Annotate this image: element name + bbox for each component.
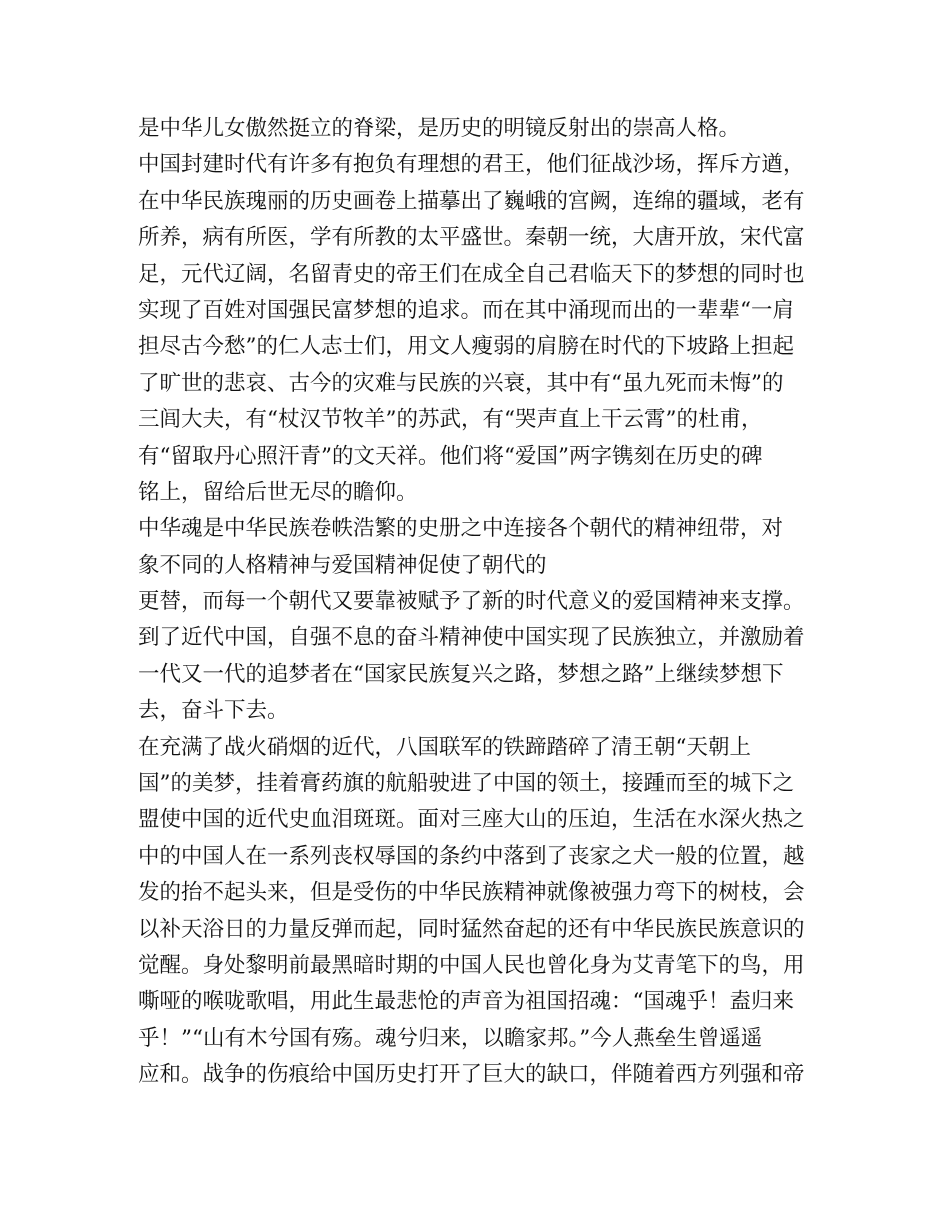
- text-line: 嘶哑的喉咙歌唱，用此生最悲怆的声音为祖国招魂：“国魂乎！盍归来: [138, 989, 794, 1015]
- text-line: 象不同的人格精神与爱国精神促使了朝代的: [138, 552, 547, 578]
- text-line: 一代又一代的追梦者在“国家民族复兴之路，梦想之路”上继续梦想下: [138, 661, 784, 687]
- text-line: 乎！”“山有木兮国有殇。魂兮归来，以瞻家邦。”今人燕垒生曾遥遥: [138, 1025, 763, 1051]
- text-line: 发的抬不起头来，但是受伤的中华民族精神就像被强力弯下的树枝，会: [138, 880, 805, 906]
- text-line: 所养，病有所医，学有所教的太平盛世。秦朝一统，大唐开放，宋代富: [138, 225, 805, 251]
- text-line: 铭上，留给后世无尽的瞻仰。: [138, 479, 418, 505]
- text-line: 了旷世的悲哀、古今的灾难与民族的兴衰，其中有“虽九死而未悔”的: [138, 370, 784, 396]
- text-line: 到了近代中国，自强不息的奋斗精神使中国实现了民族独立，并激励着: [138, 625, 805, 651]
- text-line: 有“留取丹心照汗青”的文天祥。他们将“爱国”两字镌刻在历史的碑: [138, 443, 763, 469]
- text-line: 国”的美梦，挂着膏药旗的航船驶进了中国的领土，接踵而至的城下之: [138, 771, 794, 797]
- text-line: 足，元代辽阔，名留青史的帝王们在成全自己君临天下的梦想的同时也: [138, 261, 805, 287]
- body-text: [138, 111, 828, 1094]
- text-line: 以补天浴日的力量反弹而起，同时猛然奋起的还有中华民族民族意识的: [138, 916, 805, 942]
- text-line: 去，奋斗下去。: [138, 698, 289, 724]
- text-line: 应和。战争的伤痕给中国历史打开了巨大的缺口，伴随着西方列强和帝: [138, 1062, 805, 1088]
- text-line: 中华魂是中华民族卷帙浩繁的史册之中连接各个朝代的精神纽带，对: [138, 516, 784, 542]
- text-line: 担尽古今愁”的仁人志士们，用文人瘦弱的肩膀在时代的下坡路上担起: [138, 334, 794, 360]
- text-line: 三闾大夫，有“杖汉节牧羊”的苏武，有“哭声直上干云霄”的杜甫，: [138, 407, 763, 433]
- text-line: 实现了百姓对国强民富梦想的追求。而在其中涌现而出的一辈辈“一肩: [138, 297, 794, 323]
- text-line: 盟使中国的近代史血泪斑斑。面对三座大山的压迫，生活在水深火热之: [138, 807, 805, 833]
- text-line: 在充满了战火硝烟的近代，八国联军的铁蹄踏碎了清王朝“天朝上: [138, 734, 751, 760]
- text-line: 是中华儿女傲然挺立的脊梁，是历史的明镜反射出的崇高人格。: [138, 116, 741, 141]
- text-line: 在中华民族瑰丽的历史画卷上描摹出了巍峨的宫阙，连绵的疆域，老有: [138, 188, 805, 214]
- text-line: 中国封建时代有许多有抱负有理想的君王，他们征战沙场，挥斥方遒，: [138, 152, 805, 178]
- text-line: 中的中国人在一系列丧权辱国的条约中落到了丧家之犬一般的位置，越: [138, 843, 805, 869]
- text-line: 更替，而每一个朝代又要靠被赋予了新的时代意义的爱国精神来支撑。: [138, 589, 805, 615]
- text-line: 觉醒。身处黎明前最黑暗时期的中国人民也曾化身为艾青笔下的鸟，用: [138, 952, 805, 978]
